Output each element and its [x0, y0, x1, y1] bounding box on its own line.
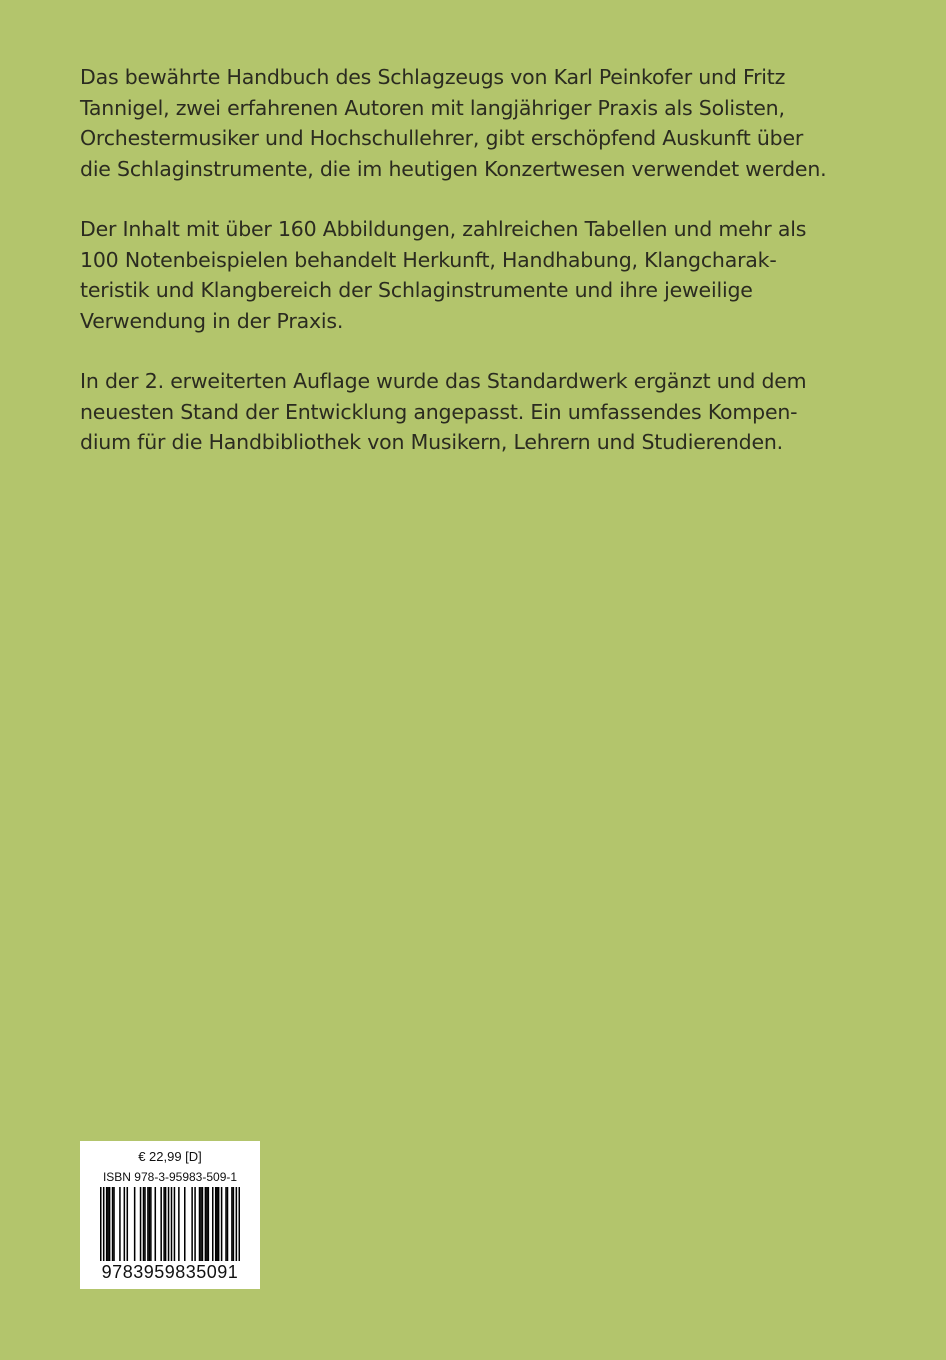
barcode-bar [212, 1187, 214, 1261]
blurb-line: die Schlaginstrumente, die im heutigen Konzertwesen verwendet werden. [80, 156, 827, 181]
barcode-bar [150, 1187, 152, 1261]
barcode-bar [184, 1187, 186, 1261]
barcode-bar [194, 1187, 196, 1261]
barcode-bar [221, 1187, 223, 1261]
barcode-bar [160, 1187, 162, 1261]
blurb-line: Der Inhalt mit über 160 Abbildungen, zahlreichen Tabellen und mehr als [80, 217, 807, 241]
barcode-bar [227, 1187, 229, 1261]
barcode-bar [171, 1187, 173, 1261]
blurb-line: Tannigel, zwei erfahrenen Autoren mit langjähriger Praxis als Solisten, [80, 95, 785, 120]
barcode-bar [168, 1187, 170, 1261]
barcode-bar [208, 1187, 210, 1261]
barcode-bar [199, 1187, 201, 1261]
barcode-bar [107, 1187, 109, 1261]
blurb-paragraph-3 [80, 366, 860, 458]
barcode-bar [233, 1187, 235, 1261]
blurb-line: Verwendung in der Praxis. [80, 308, 344, 333]
barcode-bar [103, 1187, 105, 1261]
barcode-bar [119, 1187, 121, 1261]
barcode-bar [124, 1187, 126, 1261]
barcode-bar [144, 1187, 146, 1261]
price-label: € 22,99 [D] [138, 1149, 202, 1164]
barcode-bar [174, 1187, 176, 1261]
barcode-bar [127, 1187, 129, 1261]
barcode-icon [100, 1187, 240, 1261]
blurb-paragraph-1 [80, 62, 860, 184]
barcode-bar [140, 1187, 142, 1261]
barcode-bar [149, 1187, 151, 1261]
blurb-line: teristik und Klangbereich der Schlaginstrumente und ihre jeweilige [80, 278, 753, 302]
barcode-bar [216, 1187, 218, 1261]
barcode-bar [236, 1187, 238, 1261]
blurb-line: neuesten Stand der Entwicklung angepasst. Ein umfassendes Kompen- [80, 399, 798, 424]
barcode-bar [147, 1187, 149, 1261]
barcode-bar [155, 1187, 157, 1261]
blurb-line: Orchestermusiker und Hochschullehrer, gibt erschöpfend Auskunft über [80, 126, 804, 150]
barcode-bar [218, 1187, 220, 1261]
barcode-label [80, 1141, 260, 1289]
blurb-line: Das bewährte Handbuch des Schlagzeugs von Karl Peinkofer und Fritz [80, 65, 786, 89]
barcode-bar [205, 1187, 207, 1261]
barcode-bar [225, 1187, 227, 1261]
ean-number: 9783959835091 [101, 1262, 239, 1282]
barcode-bar [206, 1187, 208, 1261]
barcode-bar [178, 1187, 180, 1261]
isbn-label: ISBN 978-3-95983-509-1 [102, 1170, 238, 1184]
barcode-bar [165, 1187, 167, 1261]
barcode-bar [191, 1187, 193, 1261]
blurb-line: 100 Notenbeispielen behandelt Herkunft, Handhabung, Klangcharak- [80, 247, 777, 272]
barcode-bar [202, 1187, 204, 1261]
barcode-bar [134, 1187, 136, 1261]
barcode-bar [215, 1187, 217, 1261]
barcode-bar [113, 1187, 115, 1261]
blurb-line: dium für die Handbibliothek von Musikern, Lehrern und Studierenden. [80, 430, 783, 454]
barcode-bar [106, 1187, 108, 1261]
barcode-bar [200, 1187, 202, 1261]
blurb-line: In der 2. erweiterten Auflage wurde das Standardwerk ergänzt und dem [80, 369, 807, 393]
barcode-bar [112, 1187, 114, 1261]
barcode-bar [163, 1187, 165, 1261]
blurb-text [80, 62, 860, 488]
barcode-bar [231, 1187, 233, 1261]
barcode-bar [109, 1187, 111, 1261]
barcode-bar [100, 1187, 102, 1261]
barcode-bar [239, 1187, 240, 1261]
blurb-paragraph-2 [80, 214, 860, 336]
barcode-bar [143, 1187, 145, 1261]
